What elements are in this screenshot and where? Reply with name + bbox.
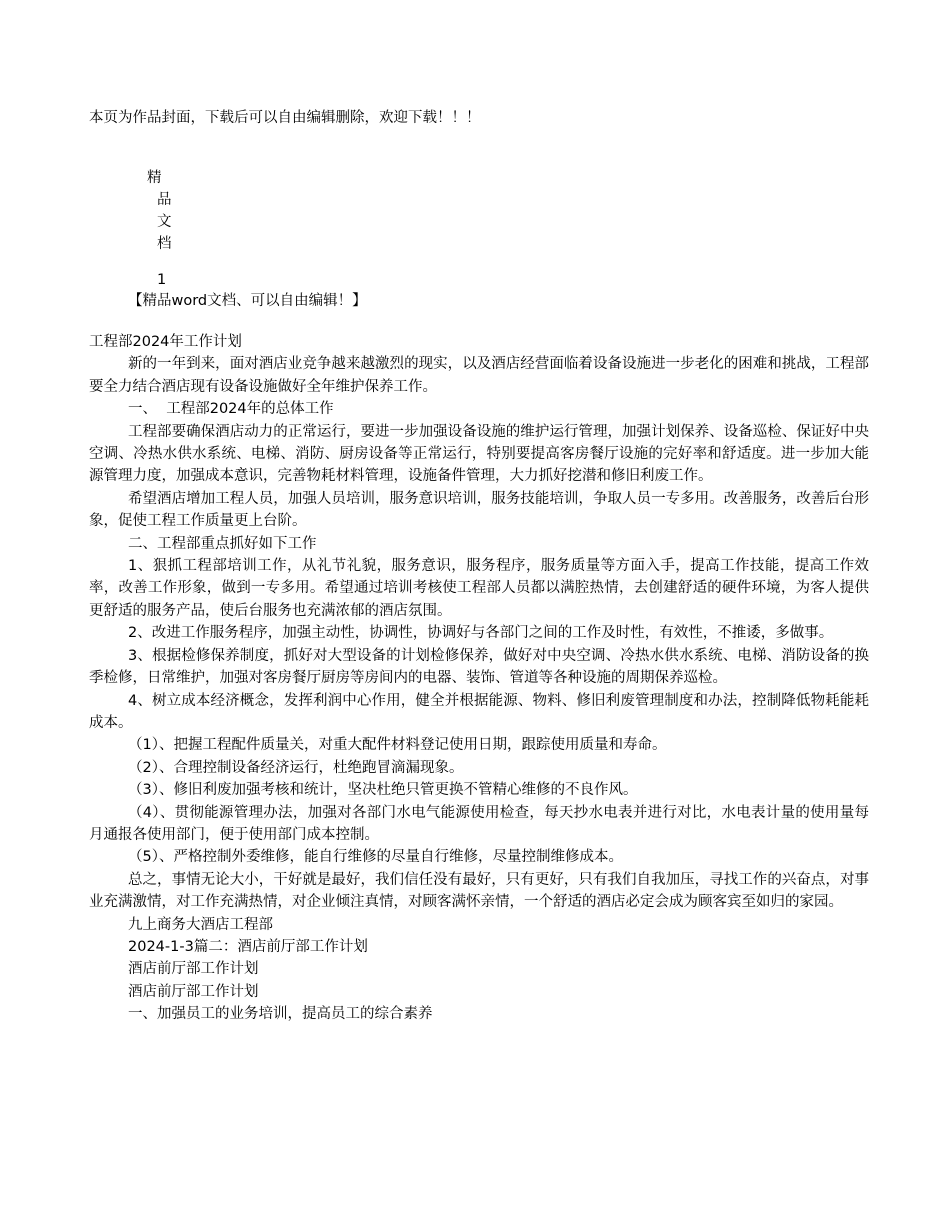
section1-heading: 一、 工程部2024年的总体工作 xyxy=(128,401,334,418)
cover-note: 本页为作品封面，下载后可以自由编辑删除，欢迎下载！！！ xyxy=(89,110,481,126)
next-heading: 一、加强员工的业务培训，提高员工的综合素养 xyxy=(128,1006,433,1023)
item-2: 2、改进工作服务程序，加强主动性，协调性，协调好与各部门之间的工作及时性，有效性，不推诿，多做事。 xyxy=(128,625,834,642)
sub-item-3: （3）、修旧利废加强考核和统计，坚决杜绝只管更换不管精心维修的不良作风。 xyxy=(128,782,638,799)
section1-paragraph-2: 希望酒店增加工程人员，加强人员培训，服务意识培训，服务技能培训，争取人员一专多用。改善服务，改善后台形象，促使工程工作质量更上台阶。 xyxy=(89,490,869,530)
item-4: 4、树立成本经济概念，发挥利润中心作用，健全并根据能源、物料、修旧利废管理制度和办法，控制降低物耗能耗成本。 xyxy=(89,692,869,731)
vertical-title-char-3: 文 xyxy=(157,214,172,230)
cover-tagline: 【精品word文档、可以自由编辑！】 xyxy=(128,293,367,309)
section2-heading: 二、工程部重点抓好如下工作 xyxy=(128,535,317,552)
vertical-title-char-1: 精 xyxy=(147,170,162,186)
intro-paragraph: 新的一年到来，面对酒店业竞争越来越激烈的现实，以及酒店经营面临着设备设施进一步老化的困难和挑战，工程部要全力结合酒店现有设备设施做好全年维护保养工作。 xyxy=(89,356,869,395)
sub-item-5: （5）、严格控制外委维修，能自行维修的尽量自行维修，尽量控制维修成本。 xyxy=(128,849,623,866)
page-number: 1 xyxy=(157,272,167,288)
sub-item-4: （4）、贯彻能源管理办法，加强对各部门水电气能源使用检查，每天抄水电表并进行对比，水电表计量的使用量每月通报各使用部门，便于使用部门成本控制。 xyxy=(89,804,869,843)
summary-paragraph: 总之，事情无论大小，干好就是最好，我们信任没有最好，只有更好，只有我们自我加压，寻找工作的兴奋点，对事业充满激情，对工作充满热情，对企业倾注真情，对顾客满怀亲情，一个舒适的酒店必定会成为顾客宾至如归的家园。 xyxy=(89,871,869,911)
vertical-title-char-2: 品 xyxy=(157,192,172,208)
signature: 九上商务大酒店工程部 xyxy=(128,916,273,933)
document-body xyxy=(89,331,869,1026)
section1-paragraph-1: 工程部要确保酒店动力的正常运行，要进一步加强设备设施的维护运行管理，加强计划保养、设备巡检、保证好中央空调、冷热水供水系统、电梯、消防、厨房设备等正常运行，特别要提高客房餐厅设施的完好率和舒适度。进一步加大能源管理力度，加强成本意识，完善物耗材料管理，设施备件管理，大力抓好挖潜和修旧利废工作。 xyxy=(89,423,869,485)
next-title-2: 酒店前厅部工作计划 xyxy=(128,983,259,1000)
item-3: 3、根据检修保养制度，抓好对大型设备的计划检修保养，做好对中央空调、冷热水供水系统、电梯、消防设备的换季检修，日常维护，加强对客房餐厅厨房等房间内的电器、装饰、管道等各种设施的周期保养巡检。 xyxy=(89,647,869,687)
sub-item-2: （2）、合理控制设备经济运行，杜绝跑冒滴漏现象。 xyxy=(128,759,464,776)
doc-title: 工程部2024年工作计划 xyxy=(89,334,242,350)
vertical-title-char-4: 档 xyxy=(157,236,172,252)
next-title-1: 酒店前厅部工作计划 xyxy=(128,961,259,978)
item-1: 1、狠抓工程部培训工作，从礼节礼貌，服务意识，服务程序，服务质量等方面入手，提高工作技能，提高工作效率，改善工作形象，做到一专多用。希望通过培训考核使工程部人员都以满腔热情，去创建舒适的硬件环境，为客人提供更舒适的服务产品，使后台服务也充满浓郁的酒店氛围。 xyxy=(89,558,869,619)
sub-item-1: （1）、把握工程配件质量关，对重大配件材料登记使用日期，跟踪使用质量和寿命。 xyxy=(128,737,667,754)
date-line: 2024-1-3篇二：酒店前厅部工作计划 xyxy=(128,938,368,955)
